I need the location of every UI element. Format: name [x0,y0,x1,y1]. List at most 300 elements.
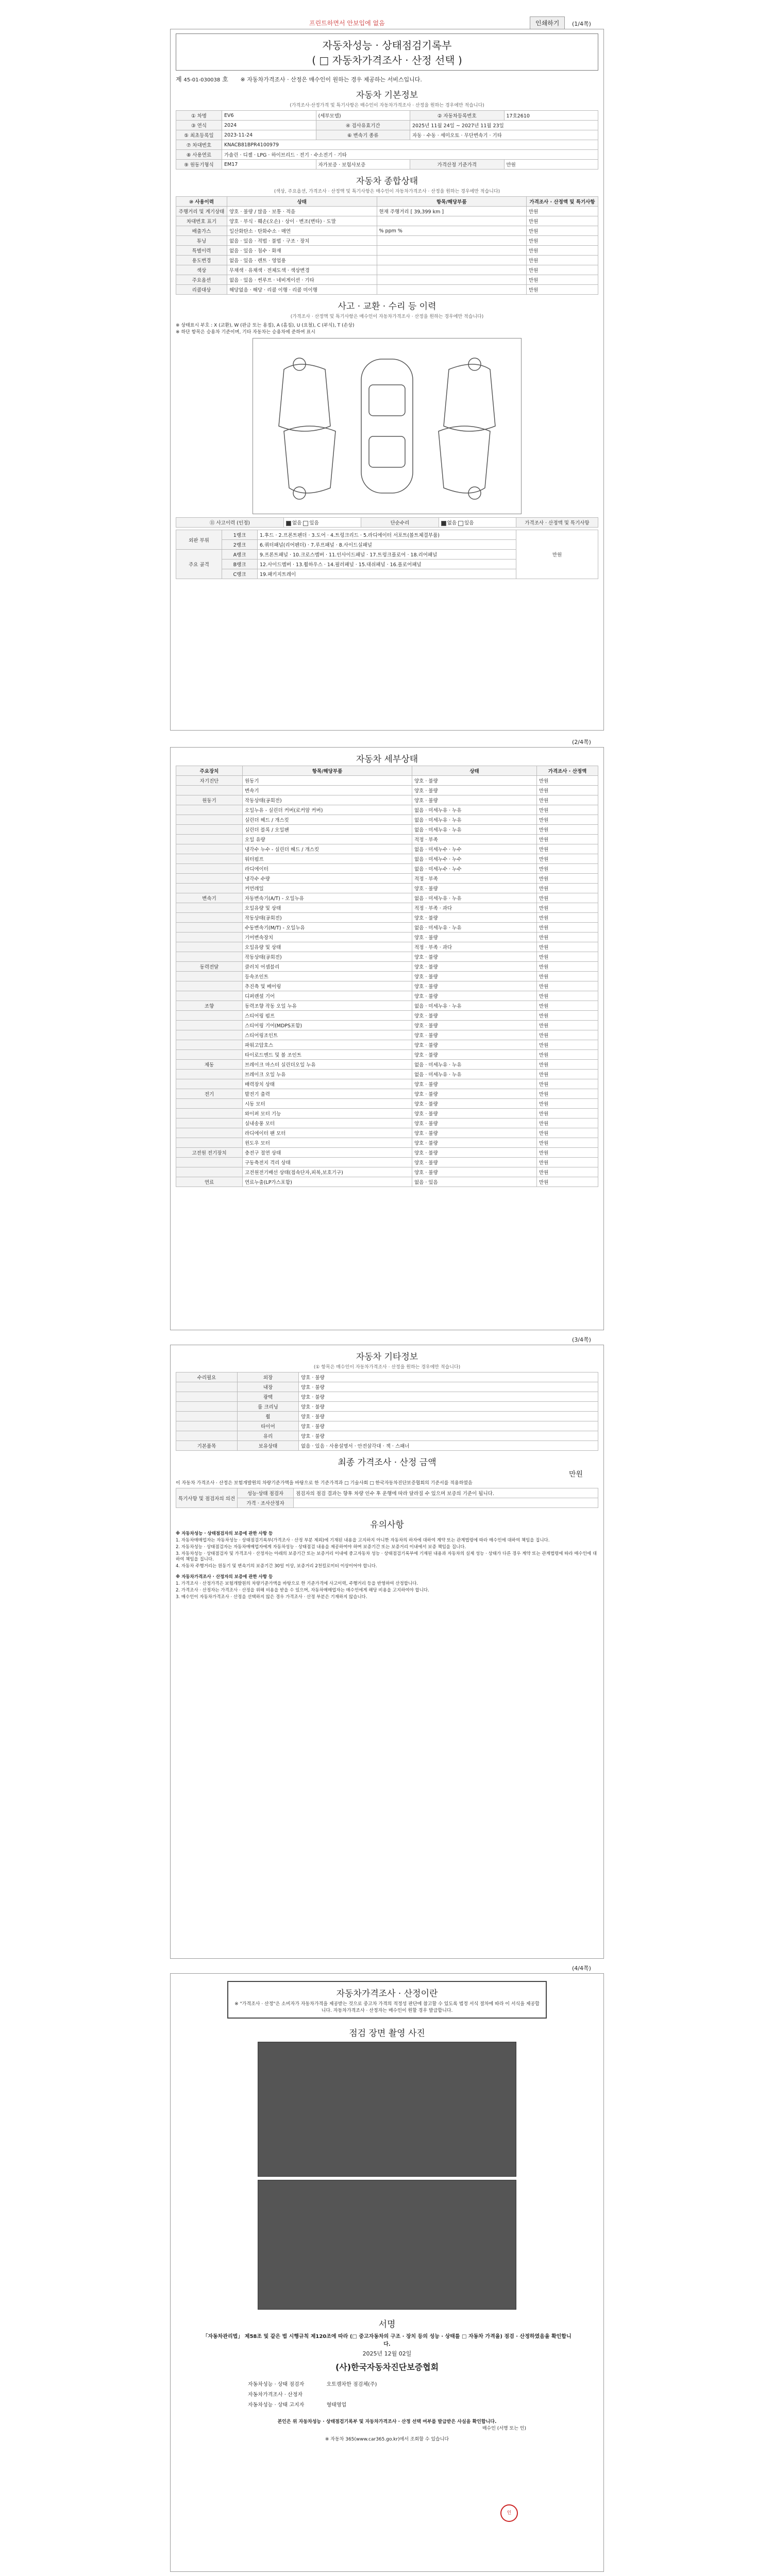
cell: 양호 · 부식 · 훼손(오손) · 상이 · 변조(변타) · 도말 [227,216,377,226]
overview-table [176,196,598,295]
cell [176,825,243,835]
cell [176,844,243,854]
cell: 만원 [537,923,598,933]
car-diagram-svg [253,338,521,514]
cell: 만원 [527,236,598,246]
cell: 광택 [238,1392,299,1402]
cell: 없음 · 있음 · 렌트 · 영업용 [227,256,377,265]
cell: 추진축 및 베어링 [243,981,412,991]
checkbox [441,521,446,526]
cell: 라디에이터 팬 모터 [243,1128,412,1138]
price-info-text: ※ "가격조사 · 산정"은 소비자가 자동차가격을 제공받는 것으로 중고차 가격의 적정성 판단에 참고할 수 있도록 법정 서식 절차에 따라 이 서식을 제공합니다. 자동차가격조사 · 산정자는 매수인이 원할 경우 발급합니다. [234,2002,540,2013]
cell: 와이퍼 모터 기능 [243,1109,412,1118]
cell [176,1392,238,1402]
other-row [176,1382,598,1392]
notes-heading-2: ※ 자동차가격조사 · 산정자의 보증에 관한 사항 등 [176,1574,273,1580]
cell: 변속기 [176,893,243,903]
cell: 만원 [537,1079,598,1089]
detail-table [176,766,598,1187]
cell: 양호 · 불량 [299,1382,598,1392]
cell: 만원 [527,216,598,226]
doc-number-line [176,75,598,83]
cell: 양호 · 불량 [412,1011,537,1021]
cell [176,805,243,815]
cell: 실내송풍 모터 [243,1118,412,1128]
detail-row [176,835,598,844]
cell: 기어변속장치 [243,933,412,942]
cell: 항목/해당부품 [377,197,527,207]
cell: 만원 [527,256,598,265]
cell: 양호 · 불량 [412,776,537,786]
cell: 작동상태(공회전) [243,913,412,923]
cell: 작동상태(공회전) [243,795,412,805]
cell: 양호 · 불량 [412,981,537,991]
cell: 양호 · 불량 [412,1109,537,1118]
cell: 만원 [537,1148,598,1158]
cell: 양호 · 불량 [299,1412,598,1421]
cell: 만원 [537,795,598,805]
cell: 자동 · 수동 · 세미오토 · 무단변속기 · 기타 [410,130,598,140]
inspection-photo-1 [258,2042,516,2177]
notes-list-2 [176,1581,598,1600]
inspection-photo-2 [258,2180,516,2310]
detail-row [176,864,598,874]
cell: 만원 [537,854,598,864]
other-title: 자동차 기타정보 [356,1352,418,1362]
cell: 양호 · 불량 [412,952,537,962]
cell: 용도변경 [176,256,227,265]
cell: 외판 부위 [176,530,222,550]
other-row [176,1392,598,1402]
cell: 적정 · 부족 · 과다 [412,942,537,952]
cell: 워터펌프 [243,854,412,864]
cell: 없음 · 있음 · 썬루프 · 네비게이션 · 기타 [227,275,377,285]
other-sub: (① 항목은 매수인이 자동차가격조사 · 산정을 원하는 경우에만 적습니다) [313,1365,461,1370]
detail-row [176,923,598,933]
accident-sub: (가격조사 · 산정액 및 특기사항은 매수인이 자동차가격조사 · 산정을 원하는 경우에만 적습니다) [290,314,484,319]
detail-row [176,1148,598,1158]
checkbox [458,521,463,526]
notes-item: 1. 자동차매매업자는 자동차성능 · 상태점검기록부(가격조사 · 산정 부분 제외)에 기재된 내용을 고지하지 아니한 자동차의 하자에 대하여 계약 또는 관계법령에 따라 매수인에 대하여 책임을 집니다. [176,1538,550,1543]
cell: ② 자동차등록번호 [410,111,505,121]
cell [284,518,361,528]
cell: 만원 [537,1177,598,1187]
cell: 배출가스 [176,226,227,236]
footer-sign [171,2425,526,2431]
cell: 기본품목 [176,1441,238,1451]
cell: 만원 [537,864,598,874]
cell: 양호 · 불량 [412,962,537,972]
cell: 무채색 · 유채색 · 전체도색 · 색상변경 [227,265,377,275]
cell: 없음 · 미세누수 · 누수 [412,854,537,864]
detail-row [176,1109,598,1118]
cell: 만원 [537,1167,598,1177]
cell: 9.프론트패널 · 10.크로스멤버 · 11.인사이드패널 · 17.트렁크플로어 · 18.리어패널 [258,550,516,560]
cell [377,285,527,295]
cell: 양호 · 불량 [412,1021,537,1030]
detail-row [176,795,598,805]
cell: 색상 [176,265,227,275]
detail-row [176,1128,598,1138]
sign-rows [248,2380,526,2411]
overview-row [176,236,598,246]
cell: 가격조사 · 산정액 및 특기사항 [527,197,598,207]
cell: 만원 [537,1099,598,1109]
final-title: 최종 가격조사 · 산정 금액 [338,1458,436,1468]
notes [171,1531,603,1600]
cell: 스티어링 펌프 [243,1011,412,1021]
cell: 자동변속기(A/T) - 오일누유 [243,893,412,903]
detail-row [176,913,598,923]
cell: 일산화탄소 · 탄화수소 · 매연 [227,226,377,236]
cell: 적정 · 부족 [412,874,537,884]
other-row [176,1441,598,1451]
cell: 디퍼렌셜 기어 [243,991,412,1001]
notes-heading-1: ※ 자동차성능 · 상태점검자의 보증에 관한 사항 등 [176,1531,273,1536]
cell: 만원 [537,844,598,854]
detail-row [176,1079,598,1089]
cell: 실린더 헤드 / 개스킷 [243,815,412,825]
cell: 스티어링조인트 [243,1030,412,1040]
detail-row [176,854,598,864]
detail-row [176,972,598,981]
cell: 만원 [537,972,598,981]
doc-no: 45-01-030038 [183,77,221,83]
rank-row [176,530,598,540]
checkbox [286,521,291,526]
overview-row [176,256,598,265]
cell: 17호2610 [504,111,598,121]
detail-row [176,1040,598,1050]
cell: 만원 [537,913,598,923]
detail-row [176,962,598,972]
cell: 없음 · 미세누유 · 누유 [412,893,537,903]
cell [176,903,243,913]
cell [176,972,243,981]
cell: 연료 [176,1177,243,1187]
cell: 만원 [537,815,598,825]
page-number-1: (1/4쪽) [572,21,591,27]
cell [377,216,527,226]
cell: 만원 [537,825,598,835]
accident-table [176,517,598,528]
notes-title: 유의사항 [370,1520,404,1530]
cell: 만원 [527,226,598,236]
cell: 2025년 11월 24일 ~ 2027년 11월 23일 [410,121,598,130]
cell: 만원 [537,903,598,913]
cell: 휠 [238,1412,299,1421]
cell: 만원 [537,884,598,893]
cell: 수동변속기(M/T) - 오일누유 [243,923,412,933]
detail-title: 자동차 세부상태 [356,754,418,765]
cell-text: 없음 [447,520,457,526]
cell: 1.후드 · 2.프론트펜더 · 3.도어 · 4.트렁크리드 · 5.라디에이터 서포트(볼트체결부품) [258,530,516,540]
cell: 만원 [537,1128,598,1138]
cell: 작동상태(공회전) [243,952,412,962]
cell: 라디에이터 [243,864,412,874]
cell: 조향 [176,1001,243,1011]
cell: 양호 · 불량 [412,1099,537,1109]
cell: ⑨ 원동기형식 [176,160,222,170]
cell: 룸 크리닝 [238,1402,299,1412]
cell: 연료누출(LP가스포함) [243,1177,412,1187]
cell [377,256,527,265]
cell [176,1118,243,1128]
overview-row [176,246,598,256]
cell: 튜닝 [176,236,227,246]
cell: % ppm % [377,226,527,236]
cell: 양호 · 불량 [299,1421,598,1431]
accident-title: 사고 · 교환 · 수리 등 이력 [338,301,436,312]
final-table [176,1488,598,1508]
other-row [176,1421,598,1431]
cell: 없음 · 미세누유 · 누유 [412,1001,537,1011]
cell [377,275,527,285]
notes-item: 4. 자동차 주행거리는 원동기 및 변속기의 보증기간 30일 이상, 보증거리 2천킬로미터 이상이어야 합니다. [176,1564,377,1569]
cell [176,1128,243,1138]
cell: 자기진단 [176,776,243,786]
cell: 만원 [537,893,598,903]
cell: 없음 · 미세누유 · 누유 [412,923,537,933]
cell: EM17 [222,160,316,170]
cell [377,246,527,256]
cell [176,884,243,893]
detail-row [176,1177,598,1187]
page-4 [170,1973,604,2572]
cell [176,874,243,884]
detail-row [176,981,598,991]
doc-warning: ※ 자동차가격조사 · 산정은 매수인이 원하는 경우 제공하는 서비스입니다. [240,76,422,83]
cell: 만원 [537,1011,598,1021]
cell: 없음 · 미세누유 · 누유 [412,815,537,825]
cell: 구동축전지 격리 상태 [243,1158,412,1167]
final-line: 이 자동차 가격조사 · 산정은 보험개발원의 차량기준가액을 바탕으로 한 기준가격과 □ 기술사회 □ 한국자동차진단보증협회의 기준서를 적용하였음 [176,1481,473,1486]
cell: 양호 · 불량 [299,1431,598,1441]
detail-row [176,825,598,835]
cell: 냉각수 누수 - 실린더 헤드 / 개스킷 [243,844,412,854]
detail-row [176,1167,598,1177]
page-1 [170,29,604,731]
detail-row [176,1021,598,1030]
cell: ⑤ 최초등록일 [176,130,222,140]
cell [377,236,527,246]
cell: 전기 [176,1089,243,1099]
cell: 양호 · 불량 [412,1089,537,1099]
cell: 없음 · 있음 · 사용설명서 · 안전삼각대 · 잭 · 스패너 [299,1441,598,1451]
cell: 만원 [537,1118,598,1128]
cell: 2024 [222,121,316,130]
overview-row [176,207,598,216]
cell: 해당없음 · 해당 · 리콜 이행 · 리콜 미이행 [227,285,377,295]
cell [176,1421,238,1431]
cell [176,864,243,874]
cell [176,1021,243,1030]
checkbox [303,521,308,526]
cell: 만원 [537,942,598,952]
cell: 만원 [537,1021,598,1030]
cell: 보유상태 [238,1441,299,1451]
detail-row [176,942,598,952]
cell: ④ 검사유효기간 [316,121,410,130]
cell: 6.쿼터패널(리어펜더) · 7.루프패널 · 8.사이드실패널 [258,540,516,550]
cell: 상태 [412,766,537,776]
cell: 가격조사 · 산정액 [537,766,598,776]
cell: 양호 · 불량 [412,1050,537,1060]
cell [176,1431,238,1441]
cell: 2랭크 [222,540,258,550]
cell: 만원 [537,962,598,972]
cell: 항목/해당부품 [243,766,412,776]
cell [176,854,243,864]
print-notice: 프린트하면서 안보입에 없음 [309,20,385,27]
cell: 적정 · 부족 · 과다 [412,903,537,913]
detail-row [176,933,598,942]
page-number-2: (2/4쪽) [572,739,591,745]
detail-row [176,1050,598,1060]
price-info-title: 자동차가격조사 · 산정이란 [336,1989,438,1999]
cell [176,1011,243,1021]
page-number-4: (4/4쪽) [572,1965,591,1972]
cell: ① 차명 [176,111,222,121]
doc-no-label: 제 [176,76,182,83]
page-2 [170,747,604,1330]
cell: 유리 [238,1431,299,1441]
cell: 양호 · 불량 [412,884,537,893]
page-3 [170,1345,604,1959]
cell: 만원 [537,1030,598,1040]
overview-row [176,216,598,226]
cell: 등속조인트 [243,972,412,981]
print-button[interactable]: 인쇄하기 [530,16,565,29]
cell: 양호 · 불량 [412,1118,537,1128]
cell [176,952,243,962]
cell: 양호 · 불량 [412,1158,537,1167]
detail-row [176,1118,598,1128]
cell: 적정 · 부족 [412,835,537,844]
detail-row [176,786,598,795]
cell [176,1138,243,1148]
overview-row [176,226,598,236]
cell: 실린더 블록 / 오일팬 [243,825,412,835]
cell-text: 있음 [309,520,319,526]
cell: 만원 [527,246,598,256]
notes-item: 3. 매수인이 자동차가격조사 · 산정을 선택하지 않은 경우 가격조사 · 산정 부분은 기재하지 않습니다. [176,1595,367,1600]
cell: 외장 [238,1372,299,1382]
sign-row-value: 오토캠차한 점검체(주) [326,2382,377,2387]
detail-row [176,884,598,893]
cell: 없음 · 미세누유 · 누유 [412,805,537,815]
overview-row [176,265,598,275]
overview-title: 자동차 종합상태 [356,176,418,187]
cell: 고전원 전기장치 [176,1148,243,1158]
cell: 점검자의 점검 결과는 향후 차량 인수 후 운행에 따라 달라질 수 있으며 보증의 기준이 됩니다. [294,1488,598,1498]
cell: 양호 · 불량 [412,1138,537,1148]
cell: 발전기 출력 [243,1089,412,1099]
notes-item: 3. 자동차성능 · 상태점검자 및 가격조사 · 산정자는 아래의 보증기간 또는 보증거리 이내에 중고자동차 성능 · 상태점검기록부에 기재된 내용과 자동차의 실제 성능 · 상태가 다른 경우 계약 또는 관계법령에 따라 매수인에 대하여 책임을 집니다. [176,1551,597,1562]
detail-row [176,1138,598,1148]
cell: 없음 · 미세누유 · 누유 [412,1070,537,1079]
cell: 단순수리 [361,518,439,528]
footer-note: ※ 자동차 365(www.car365.go.kr)에서 조회할 수 있습니다 [325,2437,449,2442]
overview-row [176,285,598,295]
price-info-box [227,1981,547,2019]
cell: 주요장치 [176,766,243,776]
cell [176,1099,243,1109]
cell [176,786,243,795]
cell: 시동 모터 [243,1099,412,1109]
cell [176,1109,243,1118]
other-row [176,1402,598,1412]
other-row [176,1372,598,1382]
cell: 동력전달 [176,962,243,972]
cell: 만원 [537,991,598,1001]
cell: 만원 [504,160,598,170]
detail-row [176,1158,598,1167]
cell: 만원 [527,265,598,275]
seal-stamp: 인 [500,2504,518,2522]
cell: 동력조향 작동 오일 누유 [243,1001,412,1011]
cell: 만원 [537,786,598,795]
overview-sub: (색상, 주요옵션, 가격조사 · 산정액 및 특기사항은 매수인이 자동차가격조사 · 산정을 원하는 경우에만 적습니다) [274,189,500,194]
cell: 19.패키지트레이 [258,569,516,579]
cell [176,1167,243,1177]
cell: 현재 주행거리 [ 39,399 km ] [377,207,527,216]
cell: 타이어 [238,1421,299,1431]
cell [377,265,527,275]
detail-row [176,991,598,1001]
detail-row [176,776,598,786]
cell: 만원 [537,805,598,815]
cell: 양호 · 불량 / 많음 · 보통 · 적음 [227,207,377,216]
cell: 가격산정 기준가격 [410,160,505,170]
other-table [176,1372,598,1451]
cell: 고전원전기배선 상태(접속단자,피복,보호기구) [243,1167,412,1177]
page-number-3: (3/4쪽) [572,1336,591,1343]
basic-table [176,110,598,170]
cell [176,923,243,933]
cell: 특별이력 [176,246,227,256]
cell: 만원 [527,285,598,295]
cell: 상태 [227,197,377,207]
sign-title: 서명 [378,2319,396,2330]
final-unit: 만원 [568,1470,583,1479]
cell: 윈도우 모터 [243,1138,412,1148]
sign-row-label: 자동차가격조사 · 산정자 [248,2392,303,2398]
cell: (세부모델) [316,111,410,121]
cell: 양호 · 불량 [412,1128,537,1138]
cell: 없음 · 미세누수 · 누수 [412,844,537,854]
cell: 오일유량 및 상태 [243,903,412,913]
cell: 만원 [537,1070,598,1079]
rank-table [176,530,598,579]
cell: 양호 · 불량 [412,972,537,981]
cell: 양호 · 불량 [412,1148,537,1158]
cell: 양호 · 불량 [299,1392,598,1402]
doc-no-suffix: 호 [222,76,228,83]
detail-row [176,874,598,884]
cell: 만원 [537,1158,598,1167]
cell: 내장 [238,1382,299,1392]
cell [176,1382,238,1392]
sign-date: 2025년 12월 02일 [362,2350,412,2357]
footer-sign-label: 매수인 [482,2426,496,2431]
cell-text: 있음 [464,520,474,526]
cell: 성능·상태 점검자 [238,1488,294,1498]
cell [176,1412,238,1421]
detail-row [176,1030,598,1040]
notes-list-1 [176,1538,598,1569]
cell: 가솔린 · 디젤 · LPG · 하이브리드 · 전기 · 수소전기 · 기타 [222,150,598,160]
